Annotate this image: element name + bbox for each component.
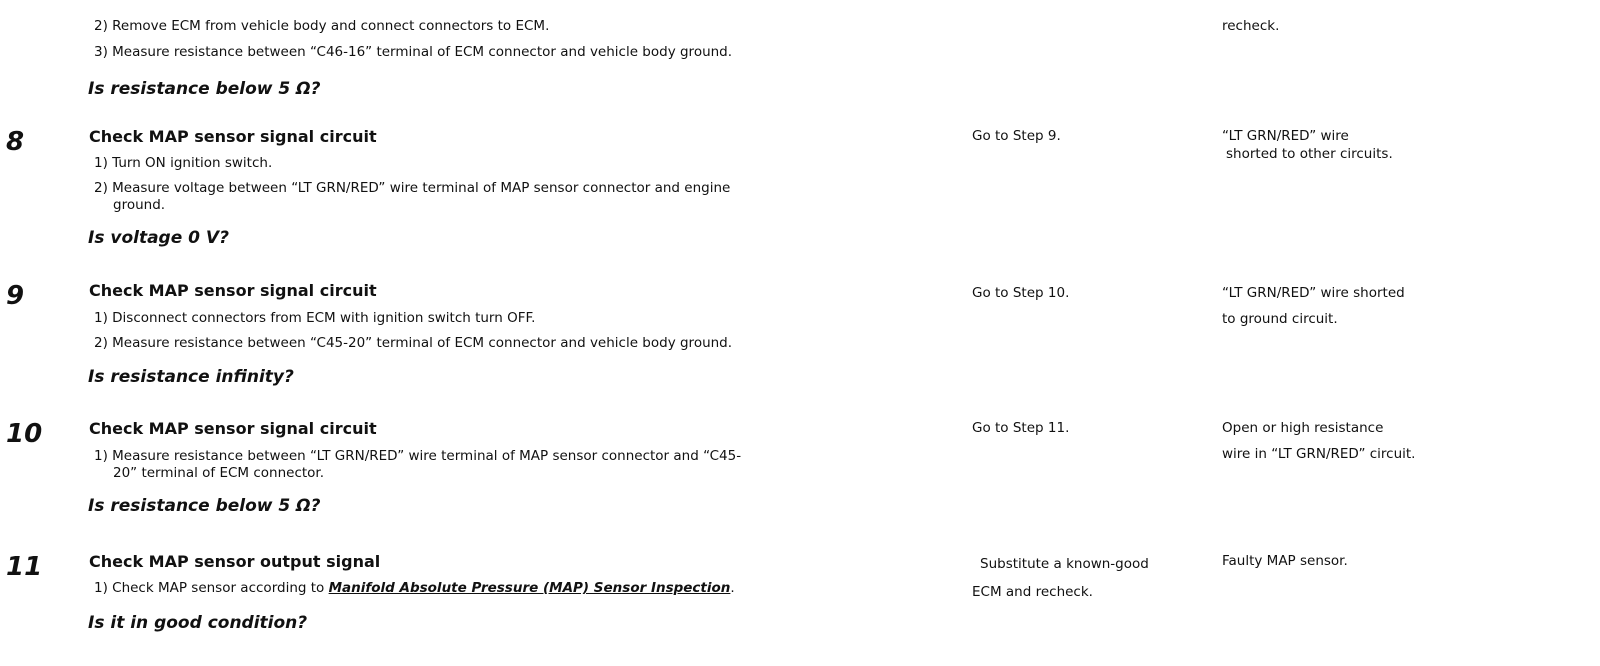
step-number-9: 9: [6, 281, 25, 311]
step-10-sub-1-cont: 20” terminal of ECM connector.: [113, 465, 325, 481]
step-8-sub-2-cont: ground.: [113, 197, 166, 213]
step-8-yes-result: Go to Step 9.: [972, 128, 1061, 144]
step-9-sub-1: 1) Disconnect connectors from ECM with ignition switch turn OFF.: [94, 310, 536, 326]
top-question: Is resistance below 5 Ω?: [88, 79, 321, 99]
step-number-8: 8: [6, 127, 25, 157]
step-8-sub-2: 2) Measure voltage between “LT GRN/RED” wire terminal of MAP sensor connector and engine: [94, 180, 731, 196]
step-9-no-result-line1: “LT GRN/RED” wire shorted: [1222, 285, 1405, 301]
step-8-sub-1: 1) Turn ON ignition switch.: [94, 155, 273, 171]
step-10-no-result-line2: wire in “LT GRN/RED” circuit.: [1222, 446, 1416, 462]
step-8-question: Is voltage 0 V?: [88, 228, 229, 248]
step-8-title: Check MAP sensor signal circuit: [89, 127, 377, 146]
step-11-yes-result-line2: ECM and recheck.: [972, 584, 1093, 600]
step-10-no-result-line1: Open or high resistance: [1222, 420, 1384, 436]
step-10-title: Check MAP sensor signal circuit: [89, 419, 377, 438]
step-11-title: Check MAP sensor output signal: [89, 552, 381, 571]
step-10-sub-1: 1) Measure resistance between “LT GRN/RED” wire terminal of MAP sensor connector and “C45-: [94, 448, 742, 464]
step-9-yes-result: Go to Step 10.: [972, 285, 1070, 301]
step-10-yes-result: Go to Step 11.: [972, 420, 1070, 436]
step-9-no-result-line2: to ground circuit.: [1222, 311, 1338, 327]
step-11-question: Is it in good condition?: [88, 613, 308, 633]
step-number-11: 11: [6, 552, 43, 582]
step-number-10: 10: [6, 419, 43, 449]
top-sub-step-3: 3) Measure resistance between “C46-16” terminal of ECM connector and vehicle body ground.: [94, 44, 733, 60]
map-sensor-inspection-link[interactable]: Manifold Absolute Pressure (MAP) Sensor Inspection: [328, 580, 731, 596]
step-8-no-result-line1: “LT GRN/RED” wire: [1222, 128, 1349, 144]
top-no-result: recheck.: [1222, 18, 1280, 34]
top-sub-step-2: 2) Remove ECM from vehicle body and connect connectors to ECM.: [94, 18, 550, 34]
step-11-yes-result-line1: Substitute a known-good: [980, 556, 1149, 572]
step-11-no-result: Faulty MAP sensor.: [1222, 553, 1348, 569]
step-11-sub-1-suffix: .: [730, 580, 735, 596]
step-9-title: Check MAP sensor signal circuit: [89, 281, 377, 300]
step-9-sub-2: 2) Measure resistance between “C45-20” terminal of ECM connector and vehicle body ground.: [94, 335, 733, 351]
step-11-sub-1: [94, 580, 735, 597]
step-10-question: Is resistance below 5 Ω?: [88, 496, 321, 516]
step-8-no-result-line2: shorted to other circuits.: [1226, 146, 1393, 162]
step-9-question: Is resistance infinity?: [88, 367, 294, 387]
step-11-sub-1-text: 1) Check MAP sensor according to: [94, 580, 329, 596]
